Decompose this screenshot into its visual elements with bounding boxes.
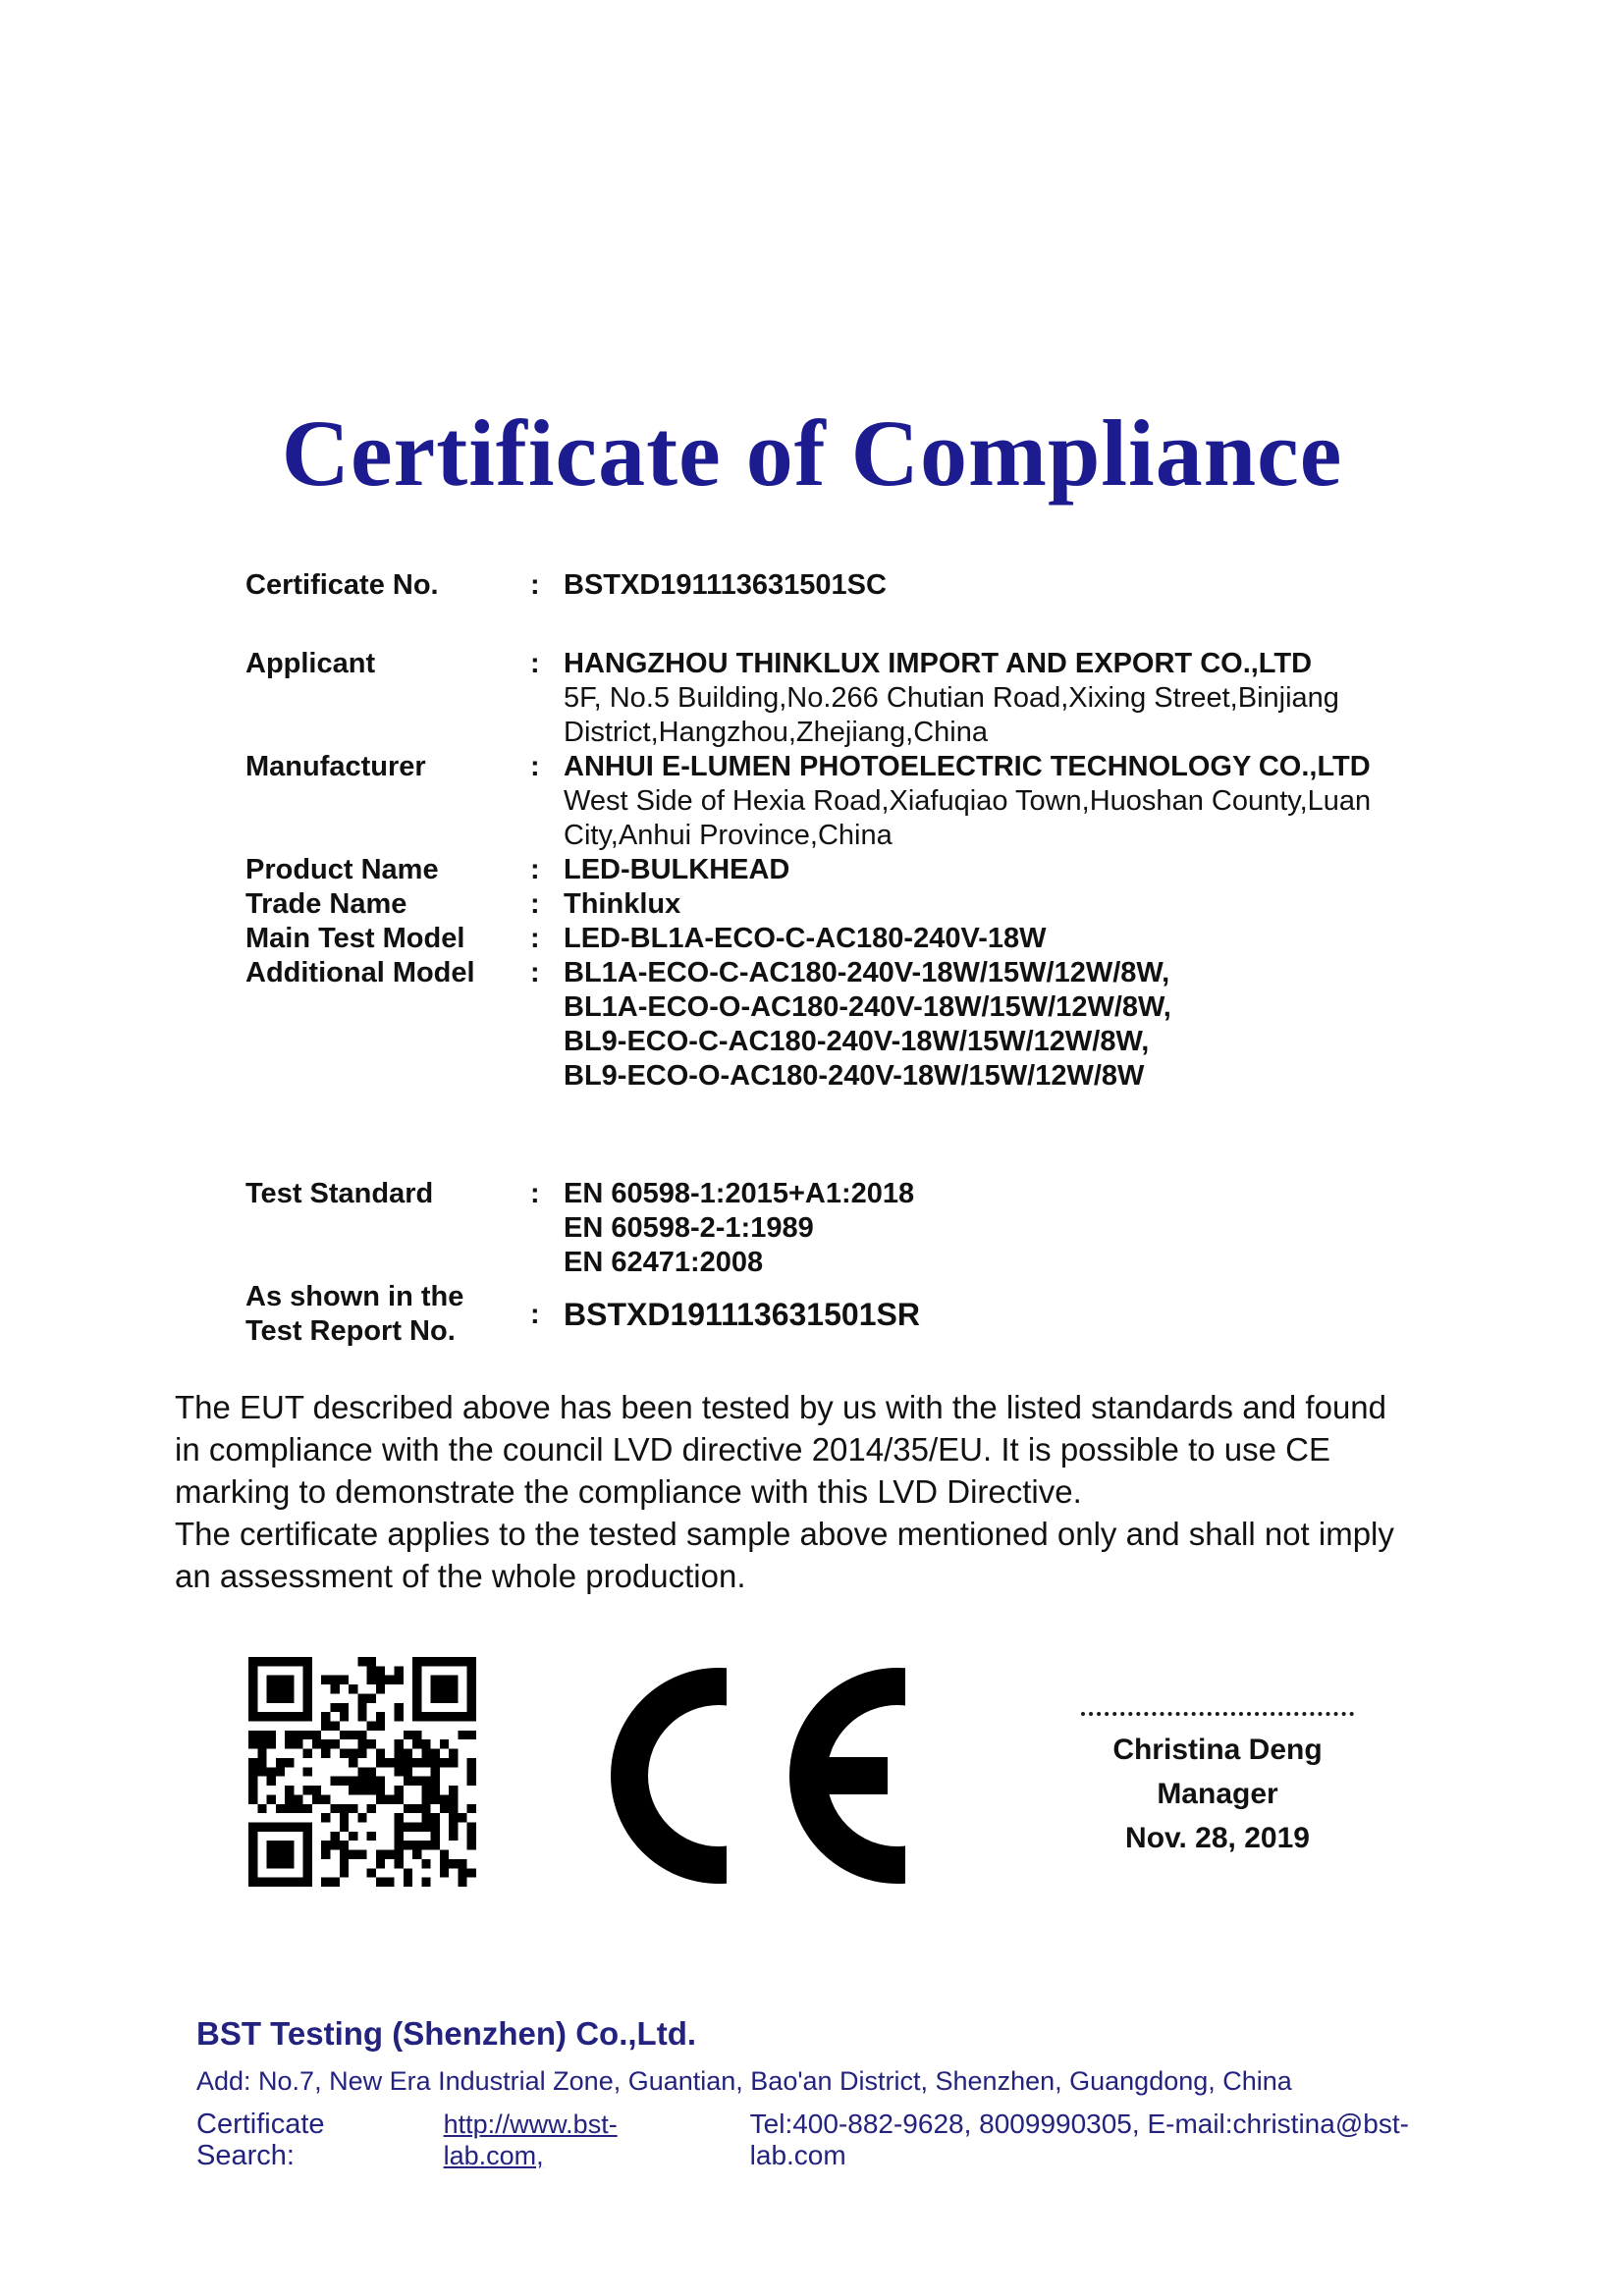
fields-table: [245, 568, 1414, 1349]
additional-model-line: BL1A-ECO-C-AC180-240V-18W/15W/12W/8W,: [564, 957, 1170, 988]
field-label: Trade Name: [245, 888, 407, 920]
field-label: [245, 1280, 530, 1349]
field-value: LED-BULKHEAD: [564, 854, 790, 885]
field-value: [564, 647, 1414, 750]
applicant-address-line: District,Hangzhou,Zhejiang,China: [564, 717, 988, 748]
field-label: Main Test Model: [245, 923, 465, 954]
field-value: BSTXD191113631501SC: [564, 569, 887, 601]
colon-separator: :: [530, 957, 540, 988]
additional-model-line: BL1A-ECO-O-AC180-240V-18W/15W/12W/8W,: [564, 991, 1171, 1023]
page-title: Certificate of Compliance: [281, 400, 1343, 506]
colon-separator: :: [530, 751, 540, 782]
field-row-main-test-model: [245, 922, 1414, 956]
signer-role: Manager: [1157, 1778, 1278, 1810]
test-standard-line: EN 60598-1:2015+A1:2018: [564, 1178, 915, 1209]
ce-letter-e: [808, 1686, 905, 1865]
field-label: Product Name: [245, 854, 439, 885]
field-row-manufacturer: [245, 750, 1414, 853]
ce-letter-c: [629, 1686, 808, 1865]
certificate-search-label: Certificate Search:: [196, 2109, 325, 2171]
manufacturer-address-line: City,Anhui Province,China: [564, 820, 893, 851]
signature-date: Nov. 28, 2019: [1125, 1822, 1310, 1854]
footer-contact: Tel:400-882-9628, 8009990305, E-mail:christina@bst-lab.com: [749, 2109, 1409, 2170]
lab-address: Add: No.7, New Era Industrial Zone, Guantian, Bao'an District, Shenzhen, Guangdong, China: [196, 2066, 1292, 2096]
colon-separator: :: [530, 1178, 540, 1209]
field-value: Thinklux: [564, 888, 681, 920]
field-label: Applicant: [245, 648, 376, 679]
field-label-line: Test Report No.: [245, 1315, 456, 1347]
field-label: Certificate No.: [245, 569, 439, 601]
field-value: LED-BL1A-ECO-C-AC180-240V-18W: [564, 923, 1047, 954]
test-standard-line: EN 62471:2008: [564, 1247, 764, 1278]
additional-model-line: BL9-ECO-O-AC180-240V-18W/15W/12W/8W: [564, 1060, 1145, 1092]
manufacturer-address-line: West Side of Hexia Road,Xiafuqiao Town,Huoshan County,Luan: [564, 785, 1372, 817]
field-value: [564, 1177, 1414, 1280]
field-row-test-standard: [245, 1177, 1414, 1280]
colon-separator: :: [530, 569, 540, 601]
statement-line: The EUT described above has been tested by us with the listed standards and found: [175, 1389, 1387, 1425]
statement-line: The certificate applies to the tested sample above mentioned only and shall not imply: [175, 1516, 1394, 1552]
ce-mark-icon: [611, 1668, 905, 1884]
certificate-search-url[interactable]: http://www.bst-lab.com,: [443, 2109, 618, 2170]
field-row-additional-model: [245, 956, 1414, 1094]
colon-separator: :: [530, 1298, 540, 1330]
field-label: Additional Model: [245, 957, 475, 988]
field-label: Test Standard: [245, 1178, 434, 1209]
field-value: [564, 750, 1414, 853]
applicant-company: HANGZHOU THINKLUX IMPORT AND EXPORT CO.,LTD: [564, 648, 1313, 679]
colon-separator: :: [530, 923, 540, 954]
compliance-statement: [175, 1386, 1461, 1597]
field-row-product-name: [245, 853, 1414, 887]
lab-company-name: BST Testing (Shenzhen) Co.,Ltd.: [196, 2015, 697, 2052]
colon-separator: :: [530, 854, 540, 885]
certificate-search-row: [196, 2109, 1502, 2171]
statement-line: marking to demonstrate the compliance with this LVD Directive.: [175, 1473, 1082, 1510]
qr-code-image: [248, 1657, 476, 1887]
statement-line: in compliance with the council LVD directive 2014/35/EU. It is possible to use CE: [175, 1431, 1330, 1468]
field-label: Manufacturer: [245, 751, 426, 782]
statement-line: an assessment of the whole production.: [175, 1558, 746, 1594]
signature-block: [1075, 1712, 1360, 1860]
test-standard-line: EN 60598-2-1:1989: [564, 1212, 814, 1244]
field-label-line: As shown in the: [245, 1281, 464, 1312]
footer: [196, 2016, 1502, 2171]
field-row-trade-name: [245, 887, 1414, 922]
applicant-address-line: 5F, No.5 Building,No.266 Chutian Road,Xixing Street,Binjiang: [564, 682, 1339, 714]
signer-name: Christina Deng: [1112, 1734, 1323, 1766]
manufacturer-company: ANHUI E-LUMEN PHOTOELECTRIC TECHNOLOGY CO.,LTD: [564, 751, 1371, 782]
field-row-applicant: [245, 647, 1414, 750]
colon-separator: :: [530, 888, 540, 920]
field-row-certificate-no: [245, 568, 1414, 603]
field-value: [564, 956, 1414, 1094]
field-value: BSTXD191113631501SR: [564, 1296, 920, 1332]
signature-dotted-line: [1081, 1712, 1354, 1716]
additional-model-line: BL9-ECO-C-AC180-240V-18W/15W/12W/8W,: [564, 1026, 1150, 1057]
field-row-test-report-no: [245, 1280, 1414, 1349]
colon-separator: :: [530, 648, 540, 679]
